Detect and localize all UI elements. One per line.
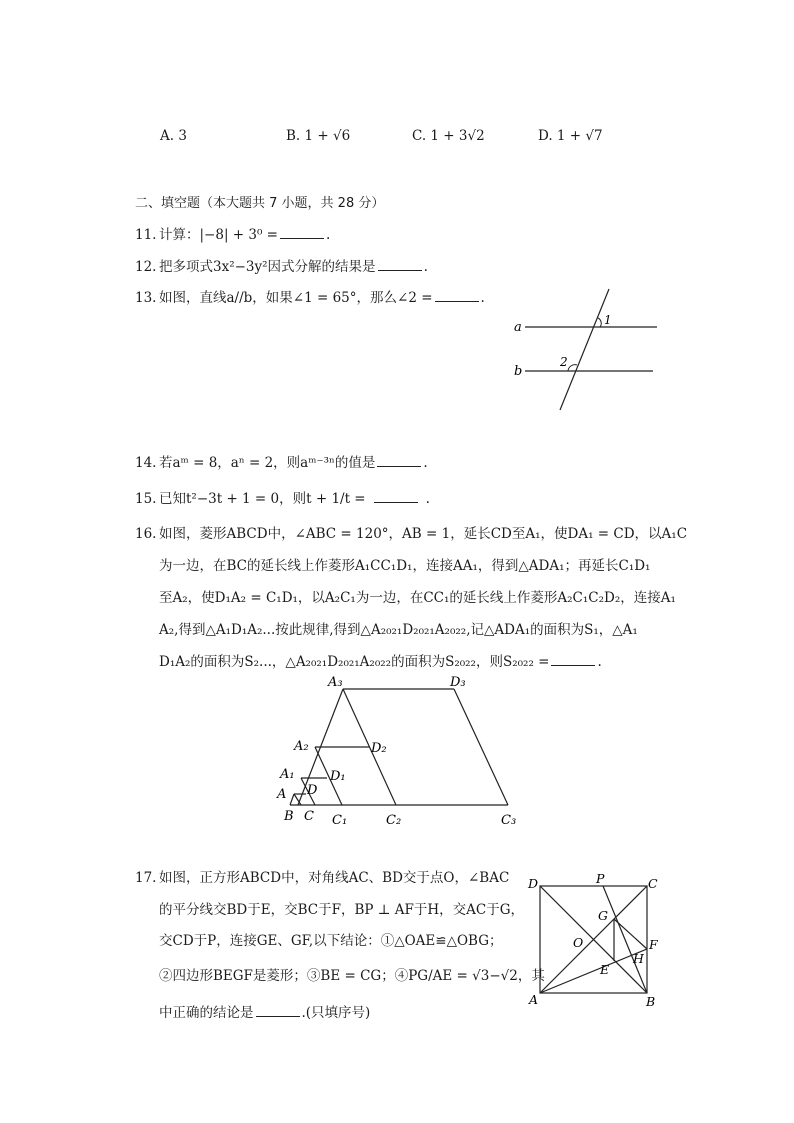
question-end: . [423, 455, 428, 471]
label-A: A [529, 992, 539, 1007]
question-12 [135, 256, 428, 277]
question-text: 把多项式3x²−3y²因式分解的结果是 [159, 259, 376, 275]
label-angle-2: 2 [560, 355, 568, 369]
line-BP [603, 886, 647, 993]
label-C3: C₃ [501, 813, 517, 828]
label-A1: A₁ [280, 767, 295, 782]
label-P: P [596, 872, 605, 886]
figure-parallel-lines [505, 285, 670, 415]
label-A3: A₃ [328, 675, 343, 690]
label-C: C [304, 809, 314, 824]
question-17-line-4: ②四边形BEGF是菱形；③BE = CG；④PG/AE = √3−√2，其 [159, 968, 545, 984]
question-end: . [480, 290, 485, 306]
segment-GF [614, 919, 647, 949]
question-16-line-5 [159, 651, 602, 672]
label-D3: D₃ [450, 675, 466, 690]
question-end: . [597, 654, 602, 670]
question-15 [135, 488, 430, 509]
question-end: .(只填序号) [301, 1005, 371, 1021]
label-H: H [633, 951, 644, 966]
question-end: . [326, 227, 331, 243]
question-number: 13. [135, 290, 157, 306]
question-text: 如图，正方形ABCD中，对角线AC、BD交于点O，∠BAC [159, 870, 510, 886]
answer-blank[interactable] [551, 651, 595, 666]
choice-a: A. 3 [160, 128, 187, 144]
question-text: 如图，菱形ABCD中，∠ABC = 120°，AB = 1，延长CD至A₁，使DA₁ = CD，以A₁C [159, 526, 688, 542]
answer-blank[interactable] [280, 224, 324, 239]
label-D2: D₂ [371, 741, 387, 756]
label-F: F [649, 937, 658, 952]
rhombus3-right [454, 689, 508, 805]
label-b: b [514, 364, 523, 379]
answer-blank[interactable] [256, 1002, 300, 1017]
label-C1: C₁ [332, 813, 348, 828]
question-17-line-2: 的平分线交BD于E，交BC于F，BP ⊥ AF于H，交AC于G， [159, 902, 525, 918]
question-16-line-2: 为一边，在BC的延长线上作菱形A₁CC₁D₁，连接AA₁，得到△ADA₁；再延长C₁D₁ [159, 558, 651, 574]
question-13 [135, 287, 485, 308]
question-text: 如图，直线a//b，如果∠1 = 65°，那么∠2 = [159, 290, 433, 306]
rhombus0-left [290, 794, 294, 805]
label-D1: D₁ [330, 769, 346, 784]
answer-blank[interactable] [378, 256, 422, 271]
question-end: . [425, 491, 430, 507]
answer-blank[interactable] [374, 488, 418, 503]
label-a: a [514, 320, 522, 335]
answer-blank[interactable] [435, 287, 479, 302]
question-14 [135, 452, 428, 473]
question-17-line-5 [159, 1002, 370, 1023]
label-E: E [600, 962, 610, 977]
question-number: 12. [135, 259, 157, 275]
question-17-line-1 [135, 868, 509, 888]
answer-blank[interactable] [377, 452, 421, 467]
question-text: 已知t²−3t + 1 = 0，则t + 1/t = [159, 491, 366, 507]
label-O: O [573, 935, 584, 950]
label-B: B [646, 994, 656, 1009]
question-16-line-4: A₂,得到△A₁D₁A₂...按此规律,得到△A₂₀₂₁D₂₀₂₁A₂₀₂₂,记△ADA₁的面积为S₁，△A₁ [159, 622, 638, 638]
bisector-AF [540, 949, 647, 993]
question-16-line-3: 至A₂，使D₁A₂ = C₁D₁，以A₂C₁为一边，在CC₁的延长线上作菱形A₂C₁C₂D₂，连接A₁ [159, 590, 676, 606]
question-text: D₁A₂的面积为S₂...，△A₂₀₂₁D₂₀₂₁A₂₀₂₂的面积为S₂₀₂₂，则S₂₀₂₂ = [159, 654, 550, 670]
label-C2: C₂ [386, 813, 402, 828]
transversal [560, 289, 609, 410]
label-A2: A₂ [294, 739, 309, 754]
question-16-line-1 [135, 524, 687, 544]
choice-b: B. 1 + √6 [286, 128, 351, 144]
question-number: 16. [135, 526, 157, 542]
question-number: 17. [135, 870, 157, 886]
choice-d: D. 1 + √7 [538, 128, 603, 144]
choice-c: C. 1 + 3√2 [412, 128, 485, 144]
question-text: 中正确的结论是 [159, 1005, 254, 1021]
question-end: . [423, 259, 428, 275]
label-G: G [598, 908, 608, 923]
question-11 [135, 224, 330, 245]
label-D: D [307, 783, 318, 798]
question-number: 14. [135, 455, 157, 471]
question-number: 11. [135, 227, 157, 243]
angle-1-arc [598, 318, 601, 327]
question-17-line-3: 交CD于P，连接GE、GF,以下结论：①△OAE≌△OBG； [159, 933, 503, 949]
question-text: 若aᵐ = 8，aⁿ = 2，则aᵐ⁻³ⁿ的值是 [159, 455, 376, 471]
question-number: 15. [135, 491, 157, 507]
figure-rhombus-sequence [270, 672, 530, 832]
label-A: A [277, 787, 287, 802]
figure-square [520, 872, 670, 1017]
label-C: C [648, 876, 658, 891]
label-D: D [528, 876, 539, 891]
section-title: 二、填空题（本大题共 7 小题，共 28 分） [135, 196, 385, 211]
label-angle-1: 1 [604, 313, 612, 327]
label-B: B [284, 809, 294, 824]
question-text: 计算：|−8| + 3⁰ = [159, 227, 278, 243]
